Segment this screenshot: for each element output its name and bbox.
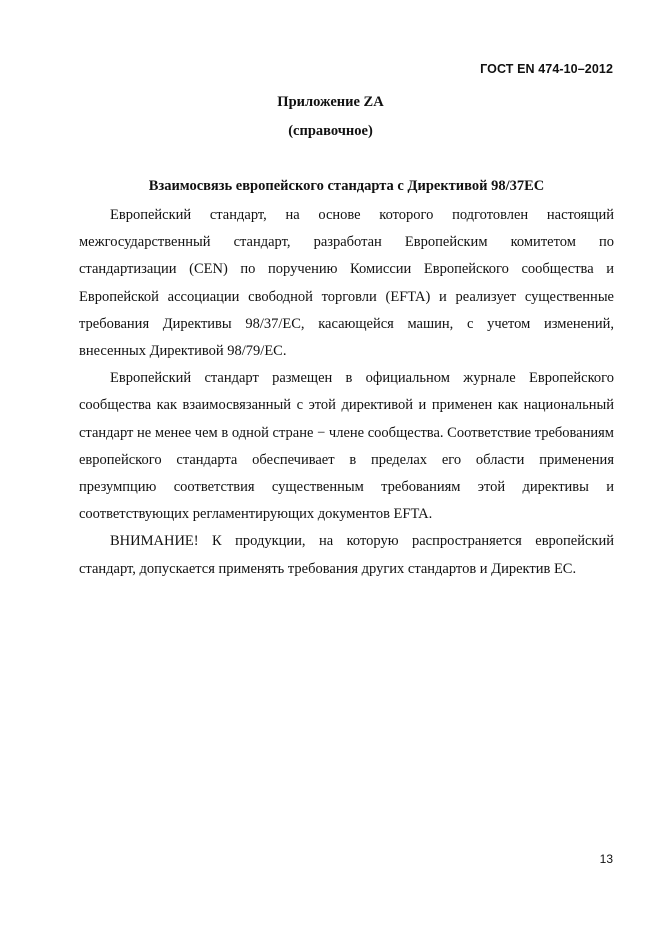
paragraph-2: Европейский стандарт размещен в официальном журнале Европейского сообщества как взаимосвязанный с этой директивой и применен как национальный стандарт не менее чем в одной стране − члене сообщества. Соответствие требованиям европейского стандарта обеспечивает в пределах его области применения презумпцию соответствия существенным требованиям этой директивы и соответствующих регламентирующих документов EFTA. xyxy=(79,370,614,523)
document-code: ГОСТ EN 474-10–2012 xyxy=(480,62,613,76)
appendix-subtitle: (справочное) xyxy=(288,123,373,139)
appendix-title: Приложение ZA xyxy=(277,94,384,110)
paragraph-3: ВНИМАНИЕ! К продукции, на которую распространяется европейский стандарт, допускается применять требования других стандартов и Директив ЕС. xyxy=(79,533,614,577)
page-number: 13 xyxy=(599,852,613,866)
body-text xyxy=(79,202,614,583)
paragraph-1: Европейский стандарт, на основе которого подготовлен настоящий межгосударственный стандарт, разработан Европейским комитетом по стандартизации (CEN) по поручению Комиссии Европейского сообщества и Европейской ассоциации свободной торговли (EFTA) и реализует существенные требования Директивы 98/37/ЕС, касающейся машин, с учетом изменений, внесенных Директивой 98/79/ЕС. xyxy=(79,207,614,360)
section-heading: Взаимосвязь европейского стандарта с Директивой 98/37ЕС xyxy=(148,178,545,194)
